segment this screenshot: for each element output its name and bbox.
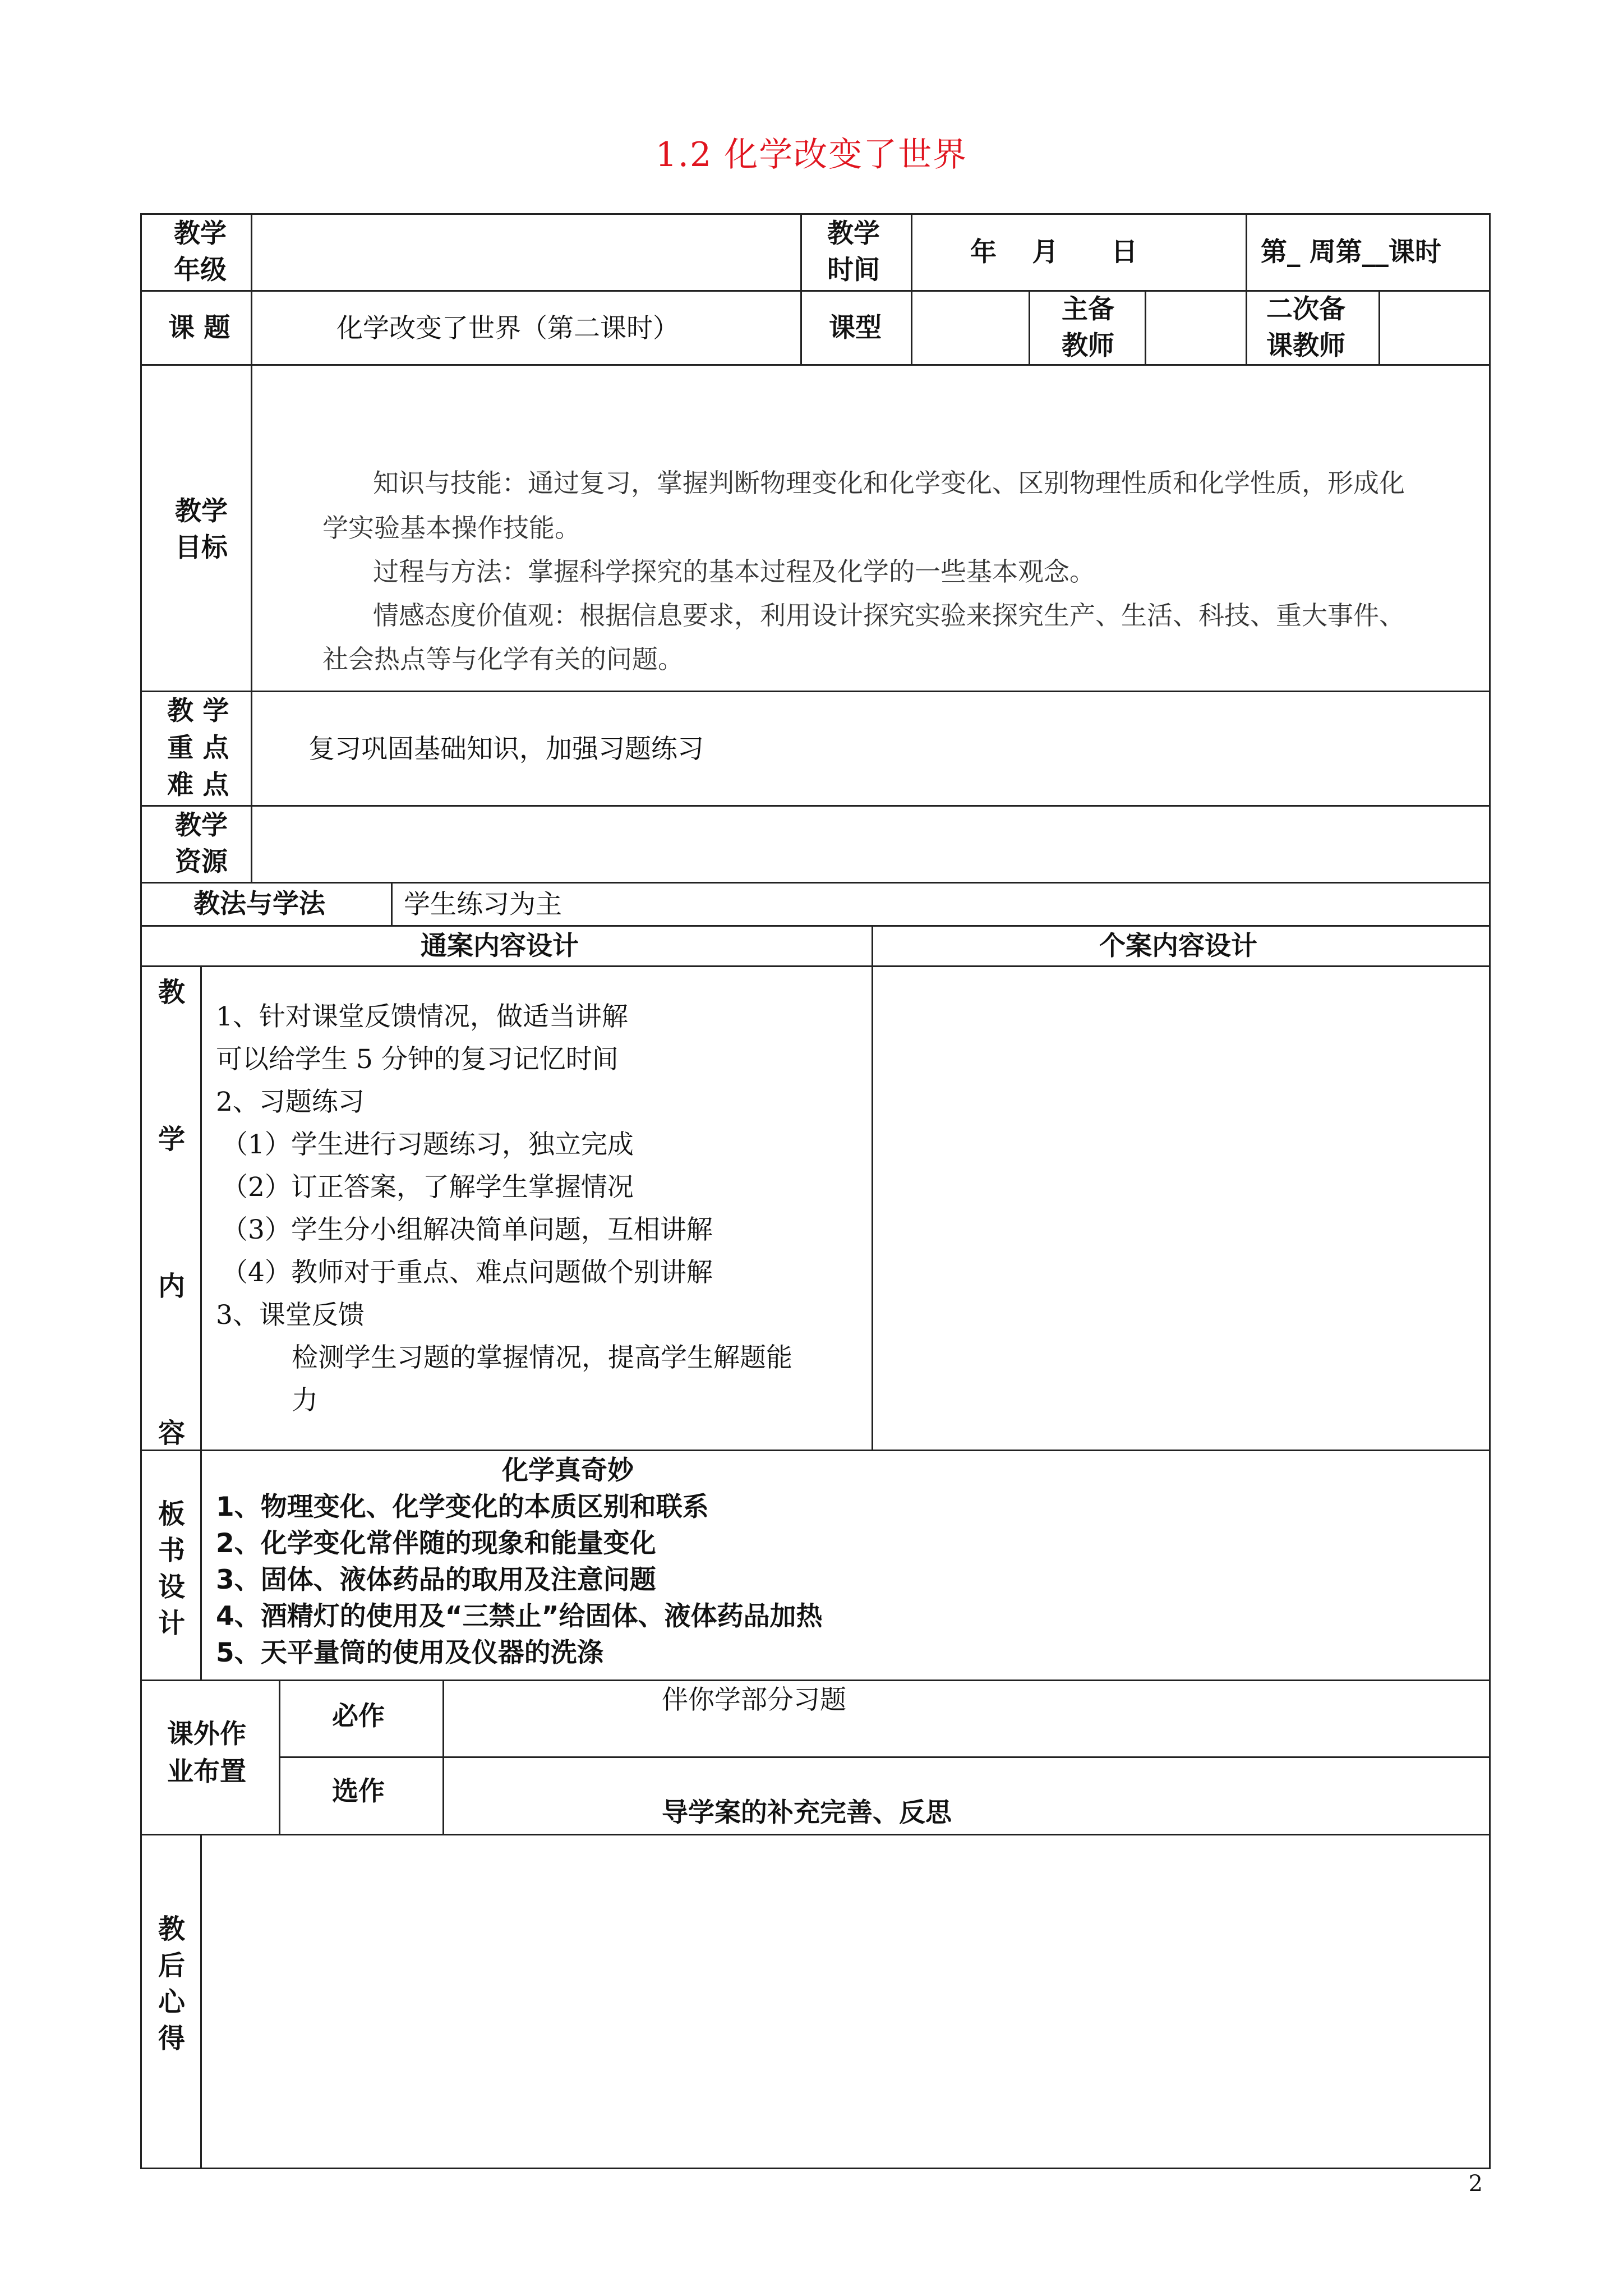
resources-value-cell [251, 805, 1491, 884]
second-teacher-label-1: 二次备 [1266, 294, 1345, 325]
required-label: 必作 [332, 1701, 385, 1732]
resources-label-1: 教学 [175, 810, 228, 841]
page-title: 1.2 化学改变了世界 [655, 135, 968, 174]
main-teacher-value-cell [1145, 290, 1247, 366]
type-value-cell [911, 290, 1030, 366]
methods-label: 教法与学法 [193, 889, 325, 919]
type-label: 课型 [829, 312, 882, 343]
content-line-3: 2、习题练习 [216, 1087, 365, 1117]
time-label-2: 时间 [827, 255, 880, 286]
content-side-1: 教 [158, 977, 185, 1008]
board-item-4: 4、酒精灯的使用及“三禁止”给固体、液体药品加热 [216, 1601, 823, 1632]
board-side-3: 设 [158, 1571, 185, 1603]
date-text: 年 月 日 [970, 237, 1138, 268]
reflection-content-cell [200, 1834, 1491, 2169]
grade-label-1: 教学 [174, 218, 227, 249]
methods-value: 学生练习为主 [404, 889, 562, 920]
goals-label-2: 目标 [175, 532, 228, 563]
content-line-7: （4）教师对于重点、难点问题做个别讲解 [222, 1257, 713, 1288]
board-heading: 化学真奇妙 [502, 1455, 634, 1486]
board-side-1: 板 [158, 1498, 185, 1530]
content-line-8: 3、课堂反馈 [216, 1300, 365, 1331]
keypoints-label-2: 重 点 [167, 733, 229, 763]
content-line-5: （2）订正答案，了解学生掌握情况 [222, 1172, 634, 1203]
reflection-side-3: 心 [158, 1986, 185, 2018]
reflection-side-1: 教 [158, 1913, 185, 1945]
required-value: 伴你学部分习题 [662, 1685, 846, 1715]
homework-label-2: 业布置 [167, 1756, 246, 1787]
page-number: 2 [1468, 2171, 1483, 2197]
grade-label-2: 年级 [174, 255, 227, 286]
content-side-2: 学 [158, 1124, 185, 1155]
board-item-3: 3、固体、液体药品的取用及注意问题 [216, 1565, 656, 1595]
content-line-4: （1）学生进行习题练习，独立完成 [222, 1129, 634, 1160]
goal-knowledge-line-2: 学实验基本操作技能。 [322, 513, 580, 543]
time-label-1: 教学 [827, 218, 880, 249]
content-side-3: 内 [158, 1271, 185, 1302]
content-line-2: 可以给学生 5 分钟的复习记忆时间 [216, 1044, 619, 1075]
main-teacher-label-2: 教师 [1062, 330, 1114, 361]
goals-label-1: 教学 [175, 496, 228, 527]
individual-content-cell [872, 965, 1491, 1451]
board-side-4: 计 [158, 1608, 185, 1639]
optional-value: 导学案的补充完善、反思 [662, 1797, 952, 1828]
board-side-2: 书 [158, 1535, 185, 1566]
content-side-4: 容 [158, 1418, 185, 1449]
topic-label: 课 题 [168, 312, 230, 343]
week-text: 第_ 周第__课时 [1261, 237, 1441, 268]
required-value-cell [442, 1680, 1491, 1758]
goal-process-line: 过程与方法：掌握科学探究的基本过程及化学的一些基本观念。 [373, 556, 1095, 587]
resources-label-2: 资源 [175, 846, 228, 877]
second-teacher-value-cell [1378, 290, 1491, 366]
board-item-2: 2、化学变化常伴随的现象和能量变化 [216, 1528, 656, 1559]
common-design-header: 通案内容设计 [421, 931, 579, 961]
individual-design-header: 个案内容设计 [1099, 931, 1257, 961]
keypoints-label-3: 难 点 [167, 770, 229, 800]
optional-value-cell [442, 1756, 1491, 1835]
second-teacher-label-2: 课教师 [1266, 330, 1345, 361]
content-line-6: （3）学生分小组解决简单问题，互相讲解 [222, 1214, 713, 1245]
board-item-1: 1、物理变化、化学变化的本质区别和联系 [216, 1492, 709, 1522]
content-line-1: 1、针对课堂反馈情况，做适当讲解 [216, 1001, 628, 1032]
keypoints-label-1: 教 学 [167, 696, 229, 726]
keypoints-value: 复习巩固基础知识，加强习题练习 [308, 734, 704, 765]
goal-emotion-line-2: 社会热点等与化学有关的问题。 [322, 644, 684, 674]
content-line-10: 力 [292, 1385, 318, 1416]
topic-value: 化学改变了世界（第二课时） [336, 313, 679, 344]
goal-knowledge-line: 知识与技能：通过复习，掌握判断物理变化和化学变化、区别物理性质和化学性质，形成化 [373, 468, 1405, 498]
grade-value-cell [251, 213, 802, 292]
homework-label-1: 课外作 [167, 1719, 246, 1750]
reflection-side-2: 后 [158, 1950, 185, 1981]
goal-emotion-line: 情感态度价值观：根据信息要求，利用设计探究实验来探究生产、生活、科技、重大事件、 [373, 600, 1405, 631]
optional-label: 选作 [332, 1776, 385, 1807]
content-side-cell [140, 965, 202, 1451]
board-item-5: 5、天平量筒的使用及仪器的洗涤 [216, 1637, 603, 1668]
content-line-9: 检测学生习题的掌握情况，提高学生解题能 [292, 1342, 792, 1373]
reflection-side-4: 得 [158, 2023, 185, 2054]
main-teacher-label-1: 主备 [1062, 294, 1114, 325]
